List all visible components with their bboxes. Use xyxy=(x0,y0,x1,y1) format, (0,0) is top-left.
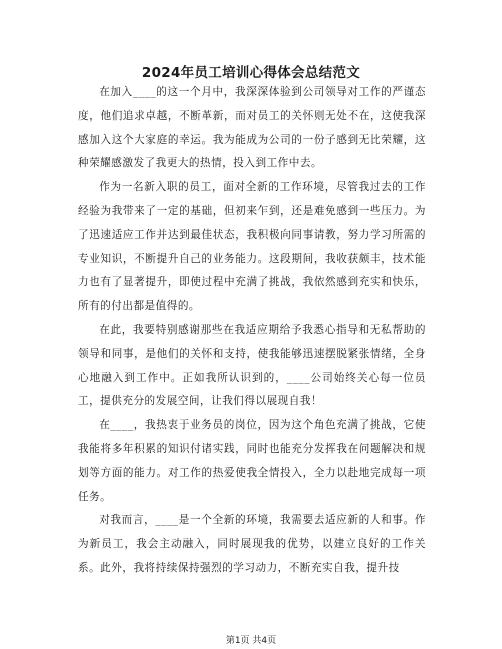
paragraph: 作为一名新入职的员工，面对全新的工作环境，尽管我过去的工作经验为我带来了一定的基础，但初来乍到，还是难免感到一些压力。为了迅速适应工作并达到最佳状态，我积极向同事请教，努力学习所需的专业知识，不断提升自己的业务能力。这段期间，我收获颇丰，技术能力也有了显著提升，即使过程中充满了挑战，我依然感到充实和快乐，所有的付出都是值得的。 xyxy=(78,181,426,313)
paragraph: 在____，我热衷于业务员的岗位，因为这个角色充满了挑战，它使我能将多年积累的知识付诸实践，同时也能充分发挥我在问题解决和规划等方面的能力。对工作的热爱使我全情投入，全力以赴地完成每一项任务。 xyxy=(78,419,426,503)
page-number-footer: 第1页 共4页 xyxy=(225,636,277,646)
paragraph: 在加入____的这一个月中，我深深体验到公司领导对工作的严谨态度，他们追求卓越，不断革新，而对员工的关怀则无处不在，这使我深感加入这个大家庭的幸运。我为能成为公司的一份子感到无比荣耀，这种荣耀感激发了我更大的热情，投入到工作中去。 xyxy=(78,86,426,170)
paragraph: 对我而言，____是一个全新的环境，我需要去适应新的人和事。作为新员工，我会主动融入，同时展现我的优势，以建立良好的工作关系。此外，我将持续保持强烈的学习动力，不断充实自我，提升技 xyxy=(78,514,426,574)
document-title: 2024年员工培训心得体会总结范文 xyxy=(141,65,361,81)
document-body xyxy=(78,81,426,581)
paragraph: 在此，我要特别感谢那些在我适应期给予我悉心指导和无私帮助的领导和同事，是他们的关怀和支持，使我能够迅速摆脱紧张情绪，全身心地融入到工作中。正如我所认识到的，____公司始终关心每一位员工，提供充分的发展空间，让我们得以展现自我！ xyxy=(78,323,426,408)
